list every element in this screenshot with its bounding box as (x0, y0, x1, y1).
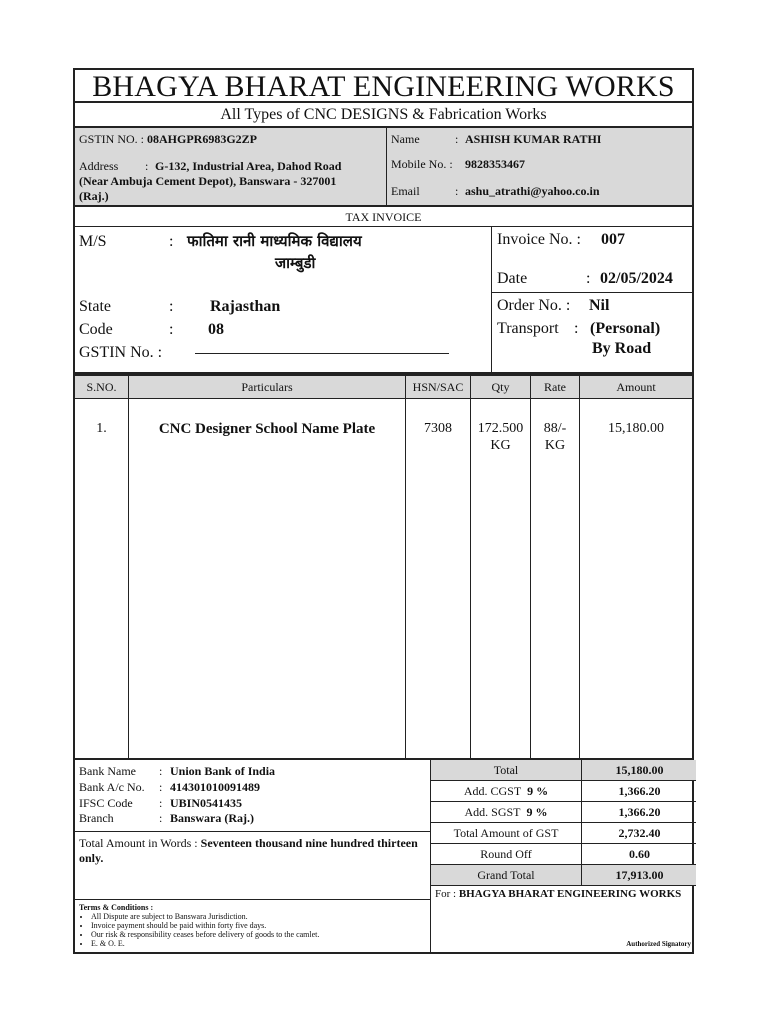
order-no-value: Nil (589, 297, 610, 314)
buyer-invoice-box (73, 227, 694, 374)
cgst-value: 1,366.20 (581, 781, 697, 801)
date-sep: : (586, 270, 591, 287)
seller-name-value: ASHISH KUMAR RATHI (465, 132, 602, 146)
buyer-gstin-blank-line (195, 353, 449, 354)
invoice-no-label: Invoice No. : (497, 231, 581, 248)
grand-total-label: Grand Total (477, 868, 535, 882)
invoice-divider (492, 292, 694, 293)
terms-block (79, 903, 427, 948)
row-sno: 1. (96, 421, 107, 436)
terms-item: • Invoice payment should be paid within forty five days. (91, 921, 427, 930)
date-value: 02/05/2024 (600, 270, 673, 287)
sgst-label: Add. SGST (464, 805, 521, 819)
amount-in-words-value2: thirteen only. (79, 836, 418, 865)
transport-value1: (Personal) (590, 320, 661, 337)
gst-total-value: 2,732.40 (581, 823, 697, 843)
row-qty: 172.500 (477, 421, 524, 436)
bank-ifsc-label: IFSC Code (79, 796, 133, 810)
code-label: Code (79, 321, 113, 338)
row-hsn: 7308 (424, 421, 452, 436)
bank-name-label: Bank Name (79, 764, 136, 778)
gst-total-label: Total Amount of GST (453, 826, 559, 840)
transport-sep: : (574, 320, 579, 337)
total-row (431, 760, 696, 781)
bank-ac-sep: : (159, 780, 163, 794)
seller-address-line3: (Raj.) (79, 189, 109, 203)
th-particulars: Particulars (129, 376, 405, 399)
sgst-rate: 9 % (526, 805, 548, 819)
seller-address-line2: (Near Ambuja Cement Depot), Banswara - 327001 (79, 174, 337, 188)
signature-for (435, 888, 693, 900)
grand-total-row (431, 865, 696, 886)
seller-address-label: Address (79, 159, 119, 173)
seller-gstin-label: GSTIN NO. : (79, 132, 144, 146)
grand-total-value: 17,913.00 (581, 865, 697, 885)
ms-sep: : (169, 233, 174, 250)
cgst-label: Add. CGST (463, 784, 522, 798)
amount-in-words-label: Total Amount in Words : (79, 836, 198, 850)
state-label: State (79, 298, 111, 315)
bank-ifsc-sep: : (159, 796, 163, 810)
th-hsn: HSN/SAC (406, 376, 470, 399)
seller-info-box (73, 127, 694, 207)
amount-in-words-value1: Seventeen thousand nine hundred (200, 836, 375, 850)
bank-branch-label: Branch (79, 811, 114, 825)
total-label: Total (493, 763, 519, 777)
doc-type: TAX INVOICE (73, 207, 694, 227)
bank-name-value: Union Bank of India (170, 764, 276, 778)
terms-title: Terms & Conditions : (79, 903, 154, 912)
buyer-name-line2: जाम्बुडी (275, 254, 316, 272)
seller-address-label-row (79, 159, 118, 174)
sgst-row (431, 802, 696, 823)
bottom-section (73, 760, 694, 954)
signature-for-label: For : (435, 888, 457, 900)
seller-mobile-label: Mobile No. : (391, 157, 453, 171)
transport-value2: By Road (592, 340, 652, 357)
row-amount: 15,180.00 (608, 421, 664, 436)
state-sep: : (169, 298, 174, 315)
seller-email-label: Email (391, 184, 420, 198)
seller-email-value: ashu_atrathi@yahoo.co.in (465, 184, 600, 198)
code-value: 08 (208, 321, 224, 338)
seller-name-label: Name (391, 132, 420, 146)
signature-company: BHAGYA BHARAT ENGINEERING WORKS (458, 888, 682, 900)
row-rate: 88/- (543, 421, 567, 436)
company-title: BHAGYA BHARAT ENGINEERING WORKS (73, 68, 694, 103)
round-off-label: Round Off (480, 847, 532, 861)
th-rate: Rate (531, 376, 579, 399)
items-table (73, 374, 694, 760)
row-particulars: CNC Designer School Name Plate (158, 421, 376, 437)
ms-label: M/S (79, 233, 107, 250)
amount-in-words (79, 836, 424, 866)
bank-name-sep: : (159, 764, 163, 778)
seller-address-line1: G-132, Industrial Area, Dahod Road (155, 159, 342, 173)
th-sno: S.NO. (75, 376, 128, 399)
seller-address-sep: : (145, 159, 149, 173)
bank-ac-value: 414301010091489 (170, 780, 260, 794)
order-no-label: Order No. : (497, 297, 571, 314)
cgst-row (431, 781, 696, 802)
round-off-value: 0.60 (581, 844, 697, 864)
th-amount: Amount (580, 376, 692, 399)
bank-ac-label: Bank A/c No. (79, 780, 145, 794)
sgst-value: 1,366.20 (581, 802, 697, 822)
row-qty-unit: KG (490, 438, 511, 453)
company-tagline: All Types of CNC DESIGNS & Fabrication Works (73, 103, 694, 127)
total-value: 15,180.00 (581, 760, 697, 780)
gst-total-row (431, 823, 696, 844)
bank-ifsc-value: UBIN0541435 (170, 796, 243, 810)
th-qty: Qty (471, 376, 530, 399)
terms-item: • E. & O. E. (91, 939, 427, 948)
buyer-gstin-label: GSTIN No. : (79, 344, 163, 361)
seller-email-sep: : (455, 184, 459, 198)
buyer-name-line1: फातिमा रानी माध्यमिक विद्यालय (187, 232, 362, 250)
seller-name-sep: : (455, 132, 459, 146)
transport-label: Transport (497, 320, 559, 337)
seller-mobile-value: 9828353467 (465, 157, 525, 171)
code-sep: : (169, 321, 174, 338)
state-value: Rajasthan (210, 298, 281, 315)
round-off-row (431, 844, 696, 865)
bank-branch-value: Banswara (Raj.) (170, 811, 254, 825)
terms-item: • All Dispute are subject to Banswara Jurisdiction. (91, 912, 427, 921)
date-label: Date (497, 270, 528, 287)
invoice-no-value: 007 (601, 231, 625, 248)
seller-gstin (79, 132, 257, 147)
row-rate-unit: KG (544, 438, 566, 453)
authorized-signatory: Authorized Signatory (626, 940, 691, 948)
seller-gstin-value: 08AHGPR6983G2ZP (147, 132, 257, 146)
bank-branch-sep: : (159, 811, 163, 825)
cgst-rate: 9 % (527, 784, 549, 798)
terms-item: • Our risk & responsibility ceases before delivery of goods to the camlet. (91, 930, 427, 939)
